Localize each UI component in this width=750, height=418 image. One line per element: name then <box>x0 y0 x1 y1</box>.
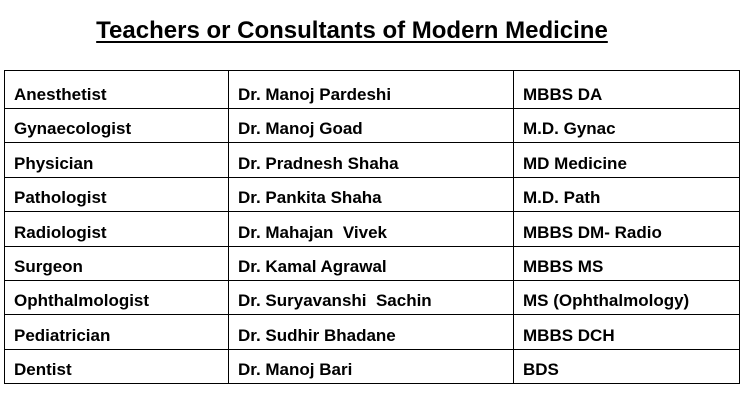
table-row <box>5 109 740 143</box>
qualification-cell: MS (Ophthalmology) <box>514 280 740 314</box>
page-title: Teachers or Consultants of Modern Medicine <box>96 17 608 44</box>
specialty-cell: Gynaecologist <box>5 109 229 143</box>
qualification-cell: MD Medicine <box>514 143 740 177</box>
table-row <box>5 246 740 280</box>
table-row <box>5 315 740 349</box>
table-row <box>5 212 740 246</box>
consultants-table <box>4 70 740 384</box>
doctor-name-cell: Dr. Mahajan Vivek <box>229 212 514 246</box>
doctor-name-cell: Dr. Suryavanshi Sachin <box>229 280 514 314</box>
specialty-cell: Anesthetist <box>5 71 229 109</box>
doctor-name-cell: Dr. Pradnesh Shaha <box>229 143 514 177</box>
specialty-cell: Ophthalmologist <box>5 280 229 314</box>
qualification-cell: M.D. Gynac <box>514 109 740 143</box>
table-row <box>5 349 740 383</box>
doctor-name-cell: Dr. Manoj Goad <box>229 109 514 143</box>
specialty-cell: Dentist <box>5 349 229 383</box>
specialty-cell: Surgeon <box>5 246 229 280</box>
table-row <box>5 71 740 109</box>
specialty-cell: Radiologist <box>5 212 229 246</box>
specialty-cell: Pediatrician <box>5 315 229 349</box>
specialty-cell: Physician <box>5 143 229 177</box>
qualification-cell: MBBS DM- Radio <box>514 212 740 246</box>
consultants-table-body <box>5 71 740 384</box>
doctor-name-cell: Dr. Manoj Bari <box>229 349 514 383</box>
table-row <box>5 280 740 314</box>
doctor-name-cell: Dr. Pankita Shaha <box>229 177 514 211</box>
qualification-cell: M.D. Path <box>514 177 740 211</box>
doctor-name-cell: Dr. Kamal Agrawal <box>229 246 514 280</box>
doctor-name-cell: Dr. Sudhir Bhadane <box>229 315 514 349</box>
qualification-cell: MBBS MS <box>514 246 740 280</box>
qualification-cell: BDS <box>514 349 740 383</box>
doctor-name-cell: Dr. Manoj Pardeshi <box>229 71 514 109</box>
table-row <box>5 177 740 211</box>
qualification-cell: MBBS DA <box>514 71 740 109</box>
qualification-cell: MBBS DCH <box>514 315 740 349</box>
specialty-cell: Pathologist <box>5 177 229 211</box>
page-title-container <box>0 14 704 48</box>
table-row <box>5 143 740 177</box>
